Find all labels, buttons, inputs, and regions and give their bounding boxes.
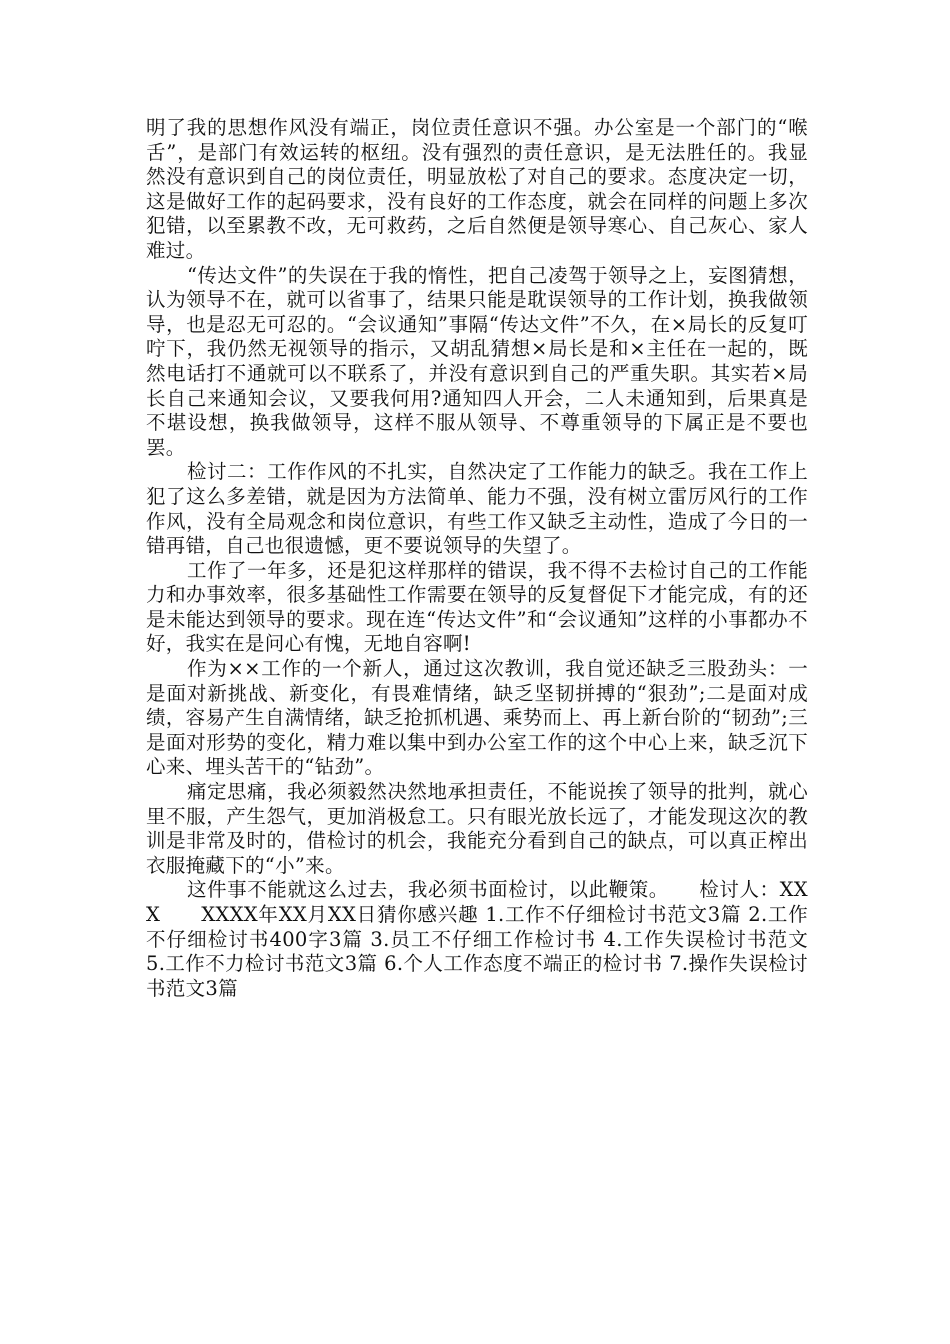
paragraph-work-ability: 工作了一年多，还是犯这样那样的错误，我不得不去检讨自己的工作能力和办事效率，很多基础性工作需要在领导的反复督促下才能完成，有的还是未能达到领导的要求。现在连“传达文件”和“会议通知”这样的小事都办不好，我实在是问心有愧，无地自容啊! xyxy=(146,558,808,656)
paragraph-closing-and-related: 这件事不能就这么过去，我必须书面检讨，以此鞭策。 检讨人：XXX XXXX年XX月XX日猜你感兴趣 1.工作不仔细检讨书范文3篇 2.工作不仔细检讨书400字3篇 3.员工不仔细工作检讨书 4.工作失误检讨书范文 5.工作不力检讨书范文3篇 6.个人工作态度不端正的检讨书 7.操作失误检讨书范文3篇 xyxy=(146,878,808,1000)
paragraph-three-drives: 作为××工作的一个新人，通过这次教训，我自觉还缺乏三股劲头：一是面对新挑战、新变化，有畏难情绪，缺乏坚韧拼搏的“狠劲”;二是面对成绩，容易产生自满情绪，缺乏抢抓机遇、乘势而上、再上新台阶的“韧劲”;三是面对形势的变化，精力难以集中到办公室工作的这个中心上来，缺乏沉下心来、埋头苦干的“钻劲”。 xyxy=(146,657,808,779)
document-page xyxy=(146,116,808,1001)
paragraph-continuation: 明了我的思想作风没有端正，岗位责任意识不强。办公室是一个部门的“喉舌”，是部门有效运转的枢纽。没有强烈的责任意识，是无法胜任的。我显然没有意识到自己的岗位责任，明显放松了对自己的要求。态度决定一切，这是做好工作的起码要求，没有良好的工作态度，就会在同样的问题上多次犯错，以至累教不改，无可救药，之后自然便是领导寒心、自己灰心、家人难过。 xyxy=(146,116,808,262)
paragraph-responsibility: 痛定思痛，我必须毅然决然地承担责任，不能说挨了领导的批判，就心里不服，产生怨气，更加消极怠工。只有眼光放长远了，才能发现这次的教训是非常及时的，借检讨的机会，我能充分看到自己的缺点，可以真正榨出衣服掩藏下的“小”来。 xyxy=(146,780,808,877)
paragraph-review-two: 检讨二：工作作风的不扎实，自然决定了工作能力的缺乏。我在工作上犯了这么多差错，就是因为方法简单、能力不强，没有树立雷厉风行的工作作风，没有全局观念和岗位意识，有些工作又缺乏主动性，造成了今日的一错再错，自己也很遗憾，更不要说领导的失望了。 xyxy=(146,460,808,558)
paragraph-notice-error: “传达文件”的失误在于我的惰性，把自己凌驾于领导之上，妄图猜想，认为领导不在，就可以省事了，结果只能是耽误领导的工作计划，换我做领导，也是忍无可忍的。“会议通知”事隔“传达文件”不久，在×局长的反复叮咛下，我仍然无视领导的指示，又胡乱猜想×局长是和×主任在一起的，既然电话打不通就可以不联系了，并没有意识到自己的严重失职。其实若×局长自己来通知会议，又要我何用?通知四人开会，二人未通知到，后果真是不堪设想，换我做领导，这样不服从领导、不尊重领导的下属正是不要也罢。 xyxy=(146,263,808,459)
